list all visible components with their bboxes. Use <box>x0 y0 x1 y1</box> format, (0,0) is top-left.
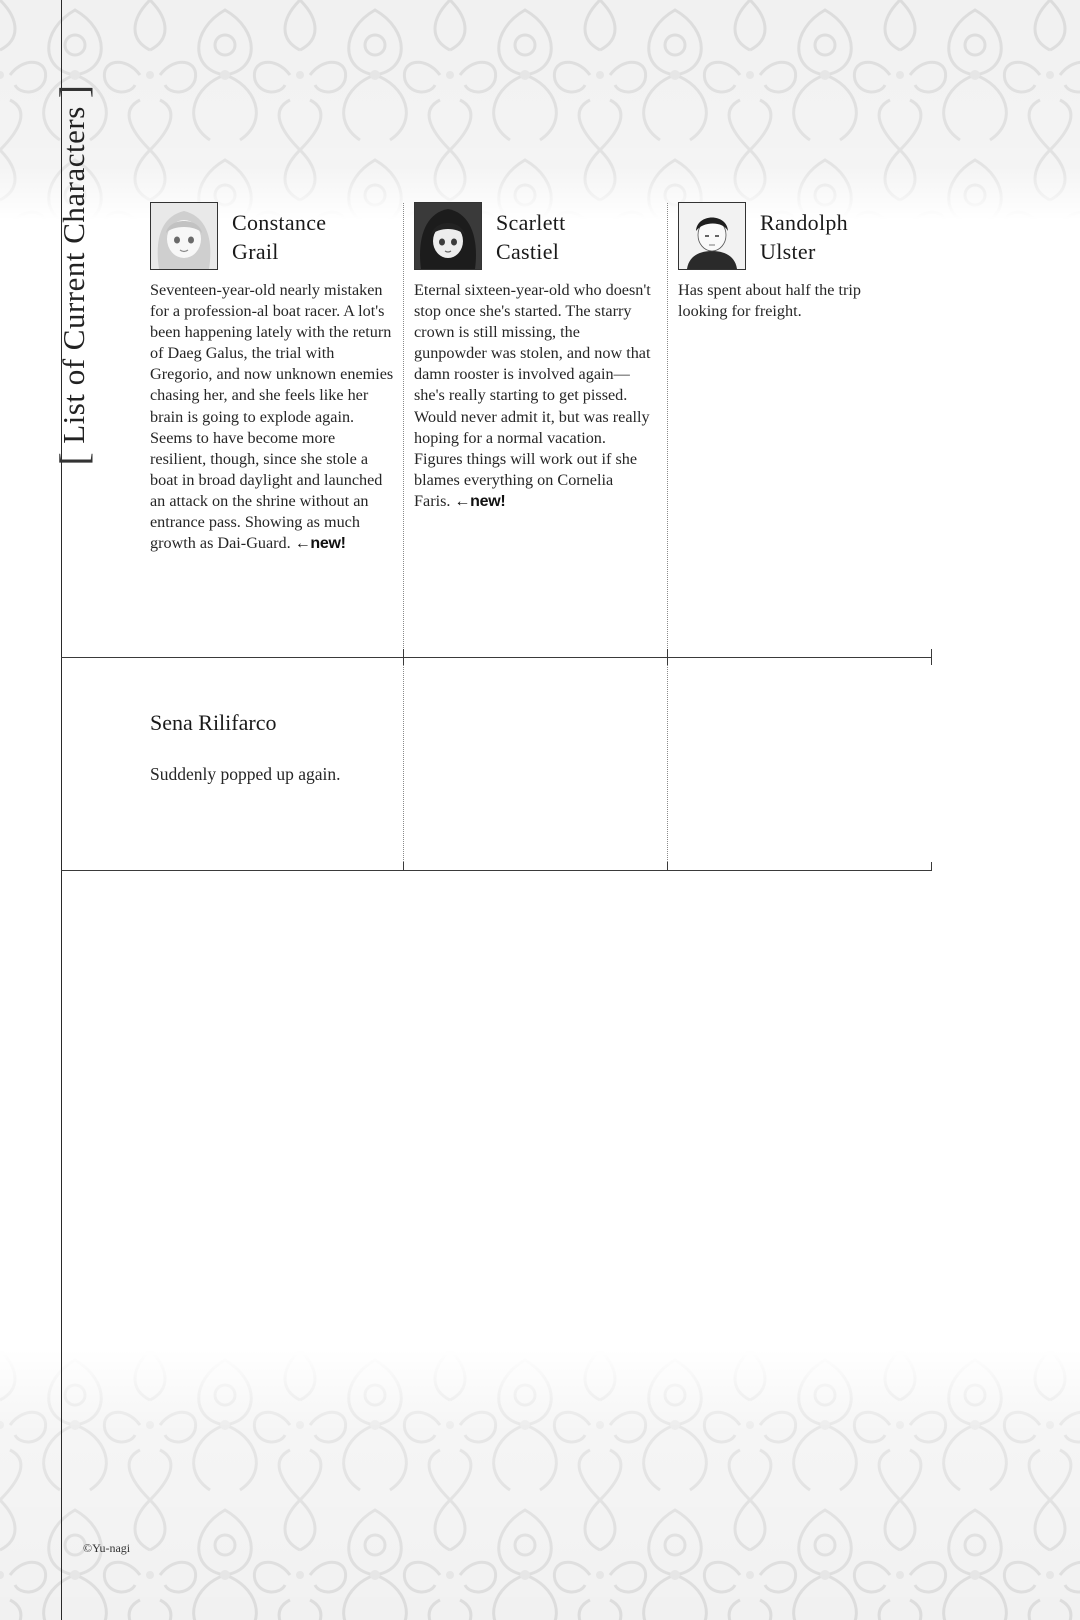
grid-tick <box>931 649 932 665</box>
character-description-text: Seventeen-year-old nearly mistaken for a profession-al boat racer. A lot's been happening lately with the return of Daeg Galus, the trial with Gregorio, and now unknown enemies chasing her, and she feels like her brain is going to explode again. Seems to have become more resilient, though, since she stole a boat in broad daylight and launched an attack on the shrine without an entrance pass. Showing as much growth as Dai-Guard. <box>150 281 394 553</box>
character-last-name: Castiel <box>496 239 560 264</box>
row-divider-bottom <box>61 870 932 871</box>
bracket-right-icon: ] <box>51 84 96 99</box>
character-description <box>678 280 908 322</box>
new-tag: ←new! <box>294 535 346 553</box>
secondary-character-name: Sena Rilifarco <box>150 710 277 735</box>
character-last-name: Ulster <box>760 239 816 264</box>
character-description-text: Eternal sixteen-year-old who doesn't stop once she's started. The starry crown is still missing, the gunpowder was stolen, and now that damn rooster is involved again—she's really starting to get pissed. Would never admit it, but was really hoping for a normal vacation. Figures things will work out if she blames everything on Cornelia Faris. <box>414 281 651 510</box>
grid-tick <box>403 649 404 665</box>
column-divider-2 <box>667 203 668 870</box>
page-title <box>51 84 96 466</box>
new-tag: ←new! <box>454 492 506 510</box>
grid-tick <box>667 862 668 871</box>
character-first-name: Scarlett <box>496 210 566 235</box>
ornament-band-bottom <box>0 1350 1080 1620</box>
character-first-name: Constance <box>232 210 327 235</box>
column-divider-1 <box>403 203 404 870</box>
character-description-text: Has spent about half the trip looking for freight. <box>678 281 861 321</box>
character-name <box>232 208 402 266</box>
portrait-constance-icon <box>150 202 218 270</box>
character-name <box>496 208 666 266</box>
ornament-band-top <box>0 0 1080 220</box>
character-description <box>150 280 395 554</box>
character-first-name: Randolph <box>760 210 848 235</box>
bracket-left-icon: [ <box>51 451 96 466</box>
copyright-notice: ©Yu-nagi <box>83 1541 131 1555</box>
portrait-scarlett-icon <box>414 202 482 270</box>
character-name <box>760 208 930 266</box>
character-description <box>414 280 654 512</box>
page-title-text: List of Current Characters <box>56 106 91 444</box>
grid-tick <box>667 649 668 665</box>
grid-tick <box>931 862 932 871</box>
grid-tick <box>403 862 404 871</box>
portrait-randolph-icon <box>678 202 746 270</box>
row-divider-top <box>61 657 932 658</box>
secondary-character-description: Suddenly popped up again. <box>150 764 341 784</box>
character-last-name: Grail <box>232 239 279 264</box>
